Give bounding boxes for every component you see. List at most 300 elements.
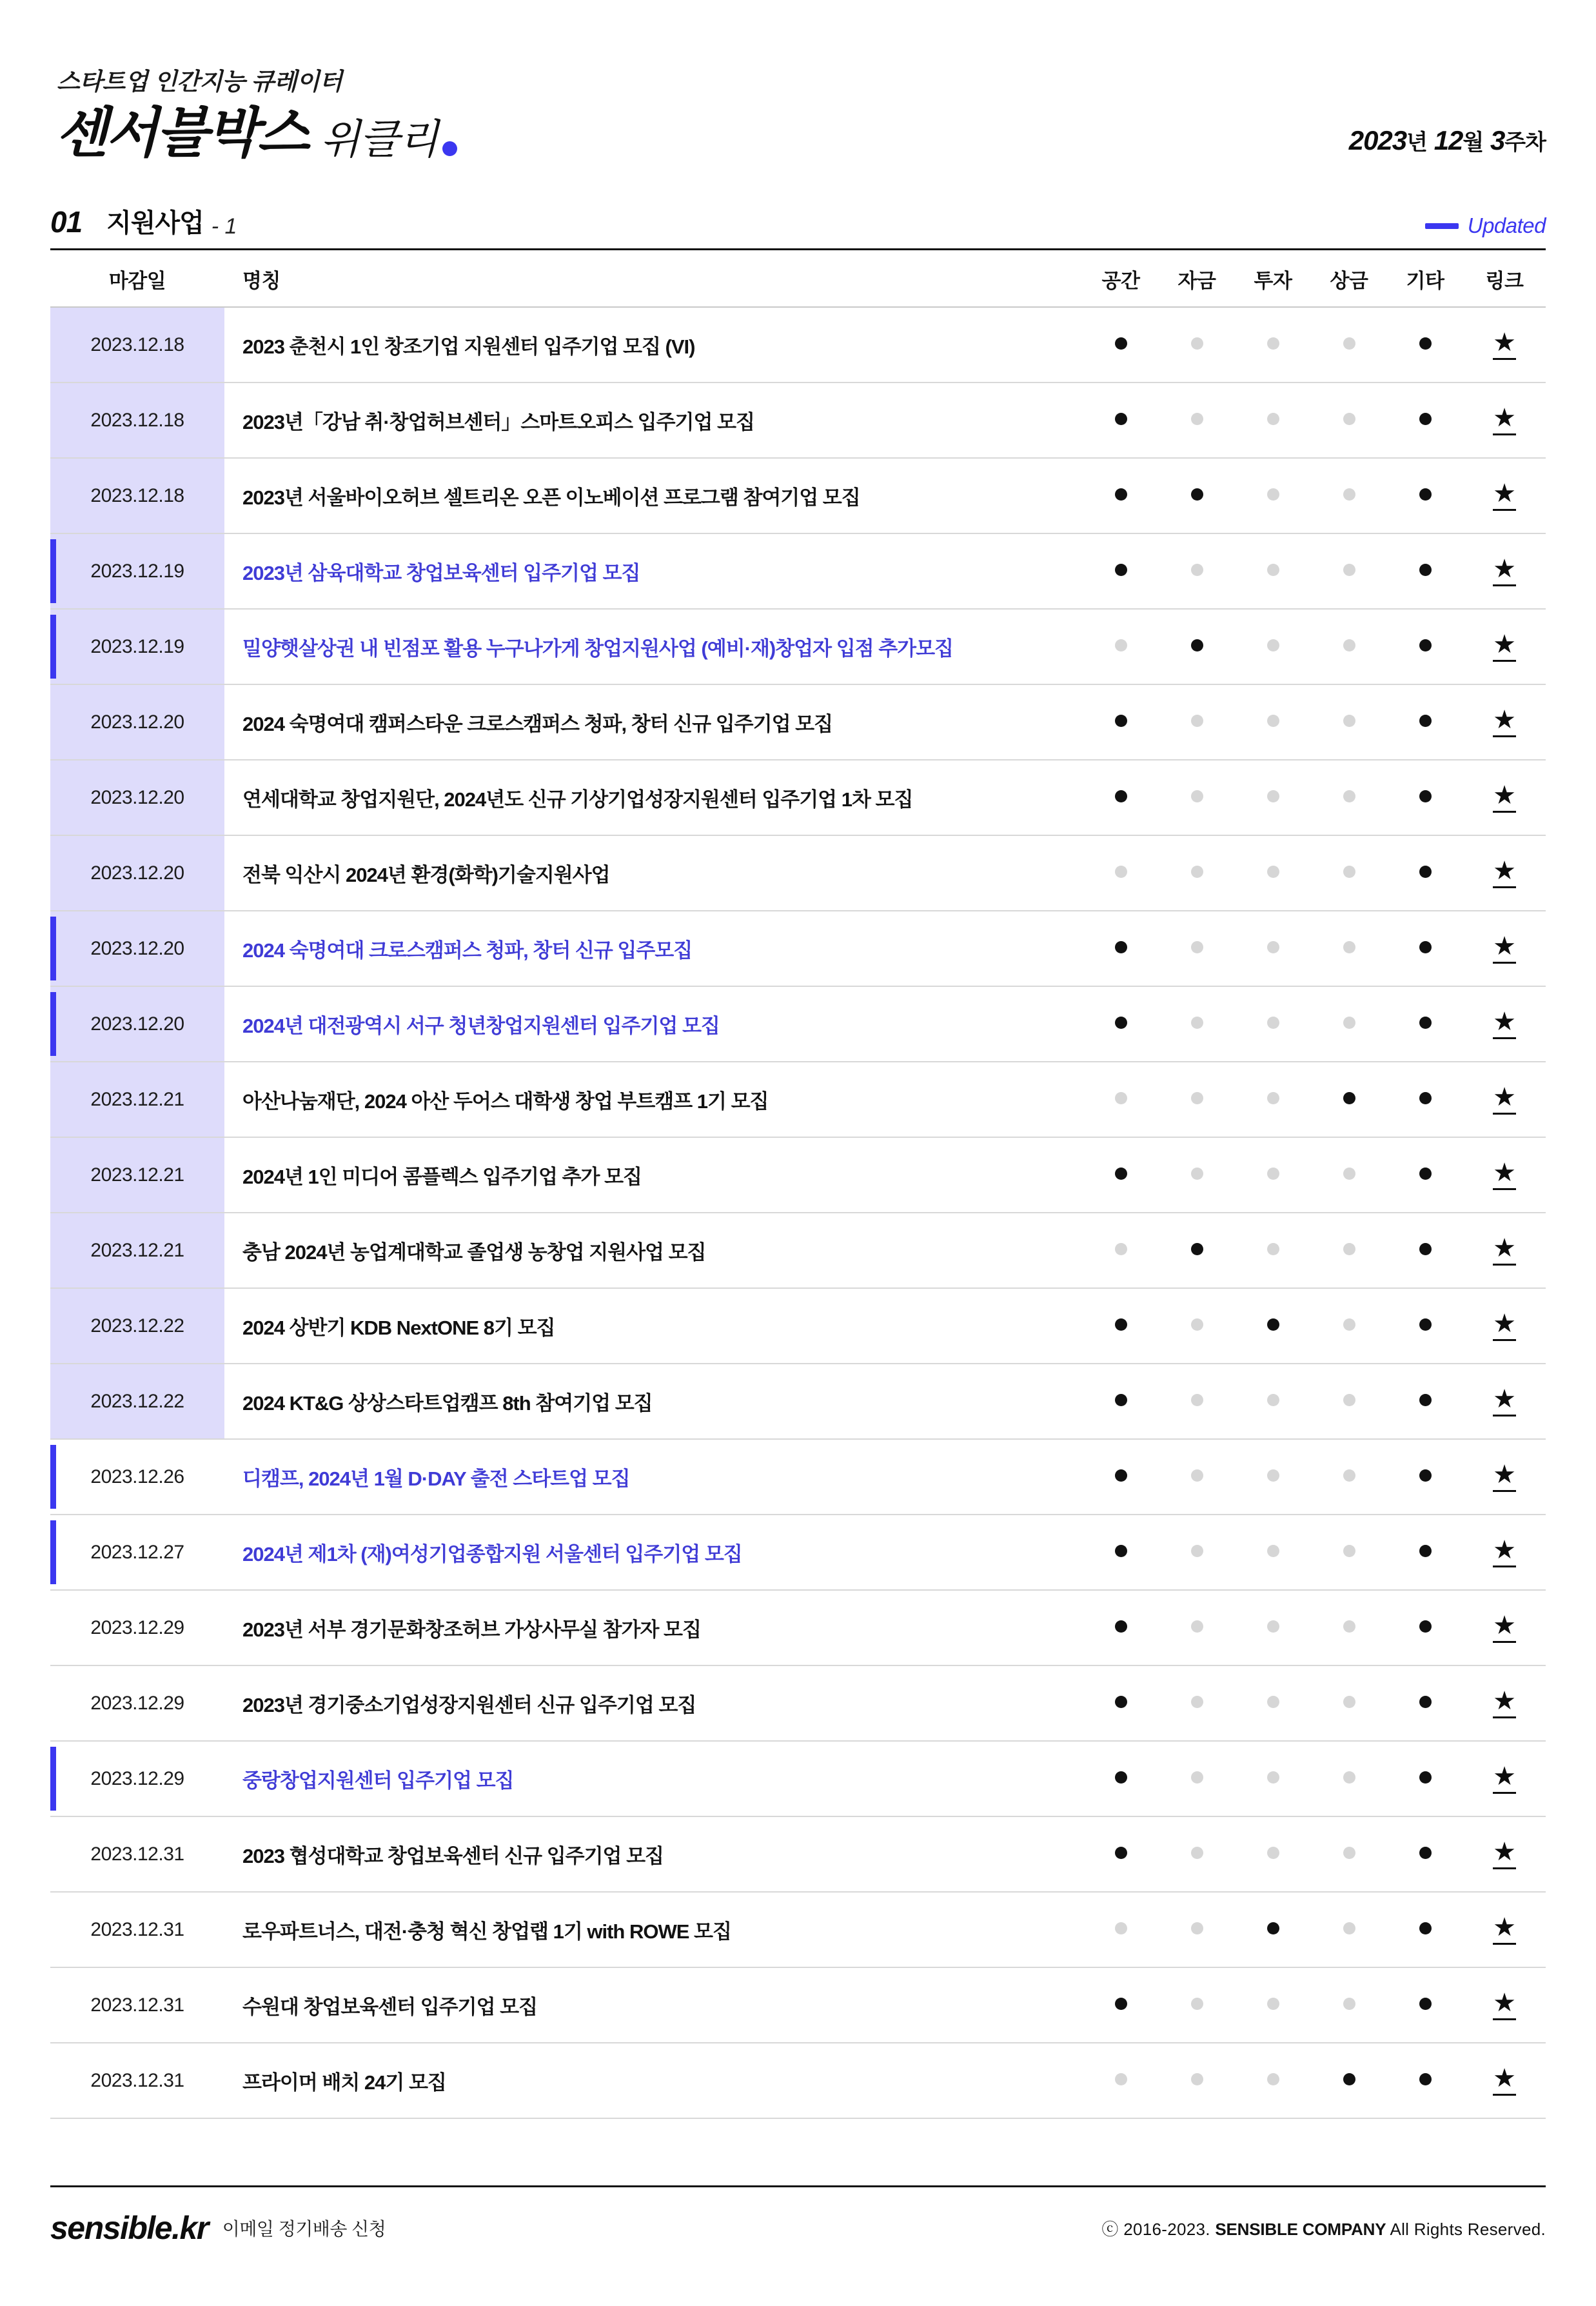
row-flag-etc	[1387, 1816, 1463, 1892]
dot-empty-icon	[1343, 1394, 1355, 1406]
row-link-cell	[1463, 1062, 1546, 1137]
row-flag-space	[1083, 458, 1159, 533]
dot-empty-icon	[1343, 1998, 1355, 2010]
dot-empty-icon	[1343, 413, 1355, 425]
dot-empty-icon	[1267, 1243, 1279, 1255]
row-flag-space	[1083, 1439, 1159, 1515]
table-row	[50, 1364, 1546, 1439]
row-flag-fund	[1159, 684, 1235, 760]
row-flag-etc	[1387, 911, 1463, 986]
dot-filled-icon	[1419, 1017, 1432, 1029]
row-link-cell	[1463, 911, 1546, 986]
column-header-invest: 투자	[1235, 250, 1311, 307]
star-link-icon[interactable]: ★	[1493, 1764, 1516, 1794]
row-flag-fund	[1159, 1967, 1235, 2043]
dot-empty-icon	[1343, 1168, 1355, 1180]
row-flag-invest	[1235, 1515, 1311, 1590]
table-row	[50, 307, 1546, 383]
row-link-cell	[1463, 1439, 1546, 1515]
row-flag-invest	[1235, 1439, 1311, 1515]
row-link-cell	[1463, 1741, 1546, 1816]
dot-filled-icon	[1115, 337, 1127, 350]
row-link-cell	[1463, 1665, 1546, 1741]
updated-bar-icon	[1425, 223, 1459, 229]
row-flag-prize	[1311, 2043, 1387, 2118]
dot-filled-icon	[1115, 1998, 1127, 2010]
row-flag-fund	[1159, 1741, 1235, 1816]
table-row	[50, 1816, 1546, 1892]
table-row	[50, 1288, 1546, 1364]
star-link-icon[interactable]: ★	[1493, 1688, 1516, 1718]
dot-empty-icon	[1267, 866, 1279, 878]
dot-empty-icon	[1343, 941, 1355, 953]
row-flag-fund	[1159, 760, 1235, 835]
row-flag-etc	[1387, 1967, 1463, 2043]
dot-empty-icon	[1115, 866, 1127, 878]
dot-filled-icon	[1419, 941, 1432, 953]
section-number: 01	[50, 205, 83, 239]
row-link-cell	[1463, 1967, 1546, 2043]
row-flag-fund	[1159, 1137, 1235, 1213]
row-flag-prize	[1311, 1062, 1387, 1137]
row-deadline: 2023.12.20	[50, 911, 224, 986]
row-deadline: 2023.12.20	[50, 684, 224, 760]
row-flag-invest	[1235, 533, 1311, 609]
row-link-cell	[1463, 1288, 1546, 1364]
dot-filled-icon	[1419, 1545, 1432, 1557]
row-deadline: 2023.12.31	[50, 2043, 224, 2118]
star-link-icon[interactable]: ★	[1493, 1084, 1516, 1115]
dot-empty-icon	[1191, 1017, 1203, 1029]
row-deadline: 2023.12.21	[50, 1062, 224, 1137]
row-deadline: 2023.12.29	[50, 1741, 224, 1816]
rights-reserved: All Rights Reserved.	[1390, 2219, 1546, 2239]
star-link-icon[interactable]: ★	[1493, 782, 1516, 813]
row-program-name: 2023 춘천시 1인 창조기업 지원센터 입주기업 모집 (VI)	[224, 307, 1083, 383]
row-program-name: 2023년 경기중소기업성장지원센터 신규 입주기업 모집	[224, 1665, 1083, 1741]
dot-filled-icon	[1419, 1243, 1432, 1255]
dot-empty-icon	[1343, 639, 1355, 651]
row-flag-space	[1083, 1967, 1159, 2043]
dot-empty-icon	[1191, 1771, 1203, 1784]
row-flag-space	[1083, 1288, 1159, 1364]
dot-filled-icon	[1343, 1092, 1355, 1104]
row-deadline: 2023.12.18	[50, 383, 224, 458]
row-flag-prize	[1311, 986, 1387, 1062]
table-row	[50, 1515, 1546, 1590]
row-flag-prize	[1311, 684, 1387, 760]
table-row	[50, 1439, 1546, 1515]
row-deadline: 2023.12.20	[50, 986, 224, 1062]
column-header-prize: 상금	[1311, 250, 1387, 307]
row-flag-space	[1083, 911, 1159, 986]
table-body	[50, 307, 1546, 2118]
dot-filled-icon	[1267, 1318, 1279, 1331]
row-flag-invest	[1235, 1665, 1311, 1741]
row-flag-invest	[1235, 986, 1311, 1062]
dot-empty-icon	[1267, 639, 1279, 651]
dot-empty-icon	[1343, 866, 1355, 878]
column-header-space: 공간	[1083, 250, 1159, 307]
row-flag-etc	[1387, 533, 1463, 609]
dot-empty-icon	[1343, 1847, 1355, 1859]
row-flag-invest	[1235, 1213, 1311, 1288]
star-link-icon[interactable]: ★	[1493, 1235, 1516, 1266]
support-program-table	[50, 250, 1546, 2119]
star-link-icon[interactable]: ★	[1493, 631, 1516, 662]
dot-empty-icon	[1267, 1545, 1279, 1557]
row-flag-space	[1083, 1665, 1159, 1741]
row-flag-etc	[1387, 835, 1463, 911]
dot-empty-icon	[1191, 2073, 1203, 2085]
brand-dot-icon	[442, 141, 457, 156]
row-flag-etc	[1387, 1741, 1463, 1816]
table-row	[50, 1137, 1546, 1213]
row-flag-space	[1083, 1816, 1159, 1892]
star-link-icon[interactable]: ★	[1493, 330, 1516, 360]
row-link-cell	[1463, 986, 1546, 1062]
column-header-etc: 기타	[1387, 250, 1463, 307]
row-flag-invest	[1235, 1137, 1311, 1213]
row-link-cell	[1463, 1137, 1546, 1213]
star-link-icon[interactable]: ★	[1493, 707, 1516, 737]
row-deadline: 2023.12.31	[50, 1892, 224, 1967]
dot-filled-icon	[1419, 715, 1432, 727]
row-flag-fund	[1159, 835, 1235, 911]
row-flag-fund	[1159, 1515, 1235, 1590]
row-program-name: 2024 숙명여대 크로스캠퍼스 청파, 창터 신규 입주모집	[224, 911, 1083, 986]
row-program-name: 2023 협성대학교 창업보육센터 신규 입주기업 모집	[224, 1816, 1083, 1892]
row-link-cell	[1463, 533, 1546, 609]
row-flag-prize	[1311, 1590, 1387, 1665]
dot-empty-icon	[1267, 1771, 1279, 1784]
row-flag-prize	[1311, 1741, 1387, 1816]
row-flag-prize	[1311, 911, 1387, 986]
row-program-name: 로우파트너스, 대전·충청 혁신 창업랩 1기 with ROWE 모집	[224, 1892, 1083, 1967]
row-program-name: 연세대학교 창업지원단, 2024년도 신규 기상기업성장지원센터 입주기업 1차 모집	[224, 760, 1083, 835]
row-flag-space	[1083, 1062, 1159, 1137]
row-program-name: 중랑창업지원센터 입주기업 모집	[224, 1741, 1083, 1816]
row-link-cell	[1463, 760, 1546, 835]
star-link-icon[interactable]: ★	[1493, 1990, 1516, 2020]
row-flag-etc	[1387, 1213, 1463, 1288]
table-row	[50, 1665, 1546, 1741]
issue-year: 2023	[1348, 125, 1407, 155]
row-link-cell	[1463, 1816, 1546, 1892]
row-deadline: 2023.12.21	[50, 1213, 224, 1288]
table-row	[50, 1590, 1546, 1665]
dot-empty-icon	[1343, 488, 1355, 501]
footer-copyright	[1101, 2216, 1546, 2240]
row-flag-space	[1083, 2043, 1159, 2118]
row-flag-etc	[1387, 1439, 1463, 1515]
star-link-icon[interactable]: ★	[1493, 2065, 1516, 2096]
dot-filled-icon	[1267, 1922, 1279, 1934]
row-flag-fund	[1159, 383, 1235, 458]
header-kicker: 스타트업 인간지능 큐레이터	[57, 68, 342, 95]
row-flag-space	[1083, 1892, 1159, 1967]
row-link-cell	[1463, 1892, 1546, 1967]
dot-empty-icon	[1343, 337, 1355, 350]
row-deadline: 2023.12.18	[50, 458, 224, 533]
issue-week: 3	[1490, 125, 1505, 155]
dot-filled-icon	[1115, 1017, 1127, 1029]
row-flag-prize	[1311, 383, 1387, 458]
dot-empty-icon	[1267, 1017, 1279, 1029]
row-flag-invest	[1235, 383, 1311, 458]
row-flag-fund	[1159, 1364, 1235, 1439]
page-header	[50, 0, 1546, 163]
row-flag-fund	[1159, 533, 1235, 609]
dot-empty-icon	[1115, 1243, 1127, 1255]
star-link-icon[interactable]: ★	[1493, 1009, 1516, 1039]
row-deadline: 2023.12.29	[50, 1590, 224, 1665]
row-flag-etc	[1387, 307, 1463, 383]
dot-empty-icon	[1191, 1469, 1203, 1482]
row-flag-fund	[1159, 911, 1235, 986]
dot-empty-icon	[1267, 1394, 1279, 1406]
dot-empty-icon	[1191, 337, 1203, 350]
dot-empty-icon	[1115, 1092, 1127, 1104]
column-header-name: 명칭	[224, 250, 1083, 307]
dot-filled-icon	[1419, 1696, 1432, 1708]
row-program-name: 2023년「강남 취·창업허브센터」스마트오피스 입주기업 모집	[224, 383, 1083, 458]
dot-empty-icon	[1191, 1696, 1203, 1708]
dot-empty-icon	[1267, 2073, 1279, 2085]
row-flag-invest	[1235, 1364, 1311, 1439]
star-link-icon[interactable]: ★	[1493, 1914, 1516, 1945]
row-flag-space	[1083, 383, 1159, 458]
dot-filled-icon	[1419, 2073, 1432, 2085]
dot-empty-icon	[1267, 413, 1279, 425]
row-program-name: 2024 KT&G 상상스타트업캠프 8th 참여기업 모집	[224, 1364, 1083, 1439]
row-flag-space	[1083, 835, 1159, 911]
dot-filled-icon	[1115, 564, 1127, 576]
row-flag-fund	[1159, 1892, 1235, 1967]
dot-empty-icon	[1267, 790, 1279, 802]
row-flag-fund	[1159, 1590, 1235, 1665]
dot-empty-icon	[1191, 715, 1203, 727]
row-flag-space	[1083, 1515, 1159, 1590]
row-flag-prize	[1311, 1816, 1387, 1892]
dot-empty-icon	[1343, 1620, 1355, 1633]
dot-empty-icon	[1267, 337, 1279, 350]
updated-badge	[1425, 214, 1546, 238]
table-header-row	[50, 250, 1546, 307]
dot-filled-icon	[1419, 1998, 1432, 2010]
dot-empty-icon	[1343, 715, 1355, 727]
issue-month: 12	[1433, 125, 1463, 155]
star-link-icon[interactable]: ★	[1493, 405, 1516, 435]
company-name: SENSIBLE COMPANY	[1215, 2219, 1386, 2239]
row-link-cell	[1463, 383, 1546, 458]
row-program-name: 수원대 창업보육센터 입주기업 모집	[224, 1967, 1083, 2043]
row-flag-space	[1083, 986, 1159, 1062]
dot-filled-icon	[1419, 1922, 1432, 1934]
brand-subname: 위클리	[320, 116, 438, 163]
row-flag-prize	[1311, 533, 1387, 609]
row-flag-prize	[1311, 1967, 1387, 2043]
row-deadline: 2023.12.31	[50, 1967, 224, 2043]
dot-filled-icon	[1419, 564, 1432, 576]
dot-empty-icon	[1191, 564, 1203, 576]
dot-empty-icon	[1343, 1922, 1355, 1934]
row-deadline: 2023.12.31	[50, 1816, 224, 1892]
row-program-name: 전북 익산시 2024년 환경(화학)기술지원사업	[224, 835, 1083, 911]
row-deadline: 2023.12.20	[50, 835, 224, 911]
row-flag-fund	[1159, 609, 1235, 684]
row-flag-etc	[1387, 1364, 1463, 1439]
row-deadline: 2023.12.19	[50, 609, 224, 684]
row-flag-prize	[1311, 1892, 1387, 1967]
dot-filled-icon	[1115, 941, 1127, 953]
row-flag-invest	[1235, 458, 1311, 533]
table-row	[50, 760, 1546, 835]
row-flag-invest	[1235, 1892, 1311, 1967]
dot-empty-icon	[1343, 1696, 1355, 1708]
row-flag-invest	[1235, 2043, 1311, 2118]
row-program-name: 밀양햇살상권 내 빈점포 활용 누구나가게 창업지원사업 (예비·재)창업자 입점 추가모집	[224, 609, 1083, 684]
row-program-name: 2024 상반기 KDB NextONE 8기 모집	[224, 1288, 1083, 1364]
updated-label: Updated	[1467, 214, 1546, 237]
star-link-icon[interactable]: ★	[1493, 556, 1516, 586]
row-program-name: 프라이머 배치 24기 모집	[224, 2043, 1083, 2118]
table-row	[50, 1967, 1546, 2043]
row-flag-invest	[1235, 835, 1311, 911]
row-link-cell	[1463, 2043, 1546, 2118]
row-flag-fund	[1159, 1665, 1235, 1741]
table-row	[50, 533, 1546, 609]
dot-filled-icon	[1115, 715, 1127, 727]
row-flag-invest	[1235, 307, 1311, 383]
row-flag-fund	[1159, 458, 1235, 533]
row-flag-prize	[1311, 609, 1387, 684]
row-flag-prize	[1311, 1364, 1387, 1439]
dot-empty-icon	[1115, 2073, 1127, 2085]
dot-empty-icon	[1191, 866, 1203, 878]
row-deadline: 2023.12.21	[50, 1137, 224, 1213]
dot-empty-icon	[1267, 1168, 1279, 1180]
row-program-name: 2023년 서울바이오허브 셀트리온 오픈 이노베이션 프로그램 참여기업 모집	[224, 458, 1083, 533]
row-flag-etc	[1387, 1590, 1463, 1665]
star-link-icon[interactable]: ★	[1493, 858, 1516, 888]
row-program-name: 충남 2024년 농업계대학교 졸업생 농창업 지원사업 모집	[224, 1213, 1083, 1288]
brand-name: 센서블박스	[55, 103, 308, 163]
row-link-cell	[1463, 1590, 1546, 1665]
row-deadline: 2023.12.29	[50, 1665, 224, 1741]
row-deadline: 2023.12.22	[50, 1288, 224, 1364]
table-row	[50, 1213, 1546, 1288]
star-link-icon[interactable]: ★	[1493, 1613, 1516, 1643]
dot-empty-icon	[1267, 1847, 1279, 1859]
row-flag-fund	[1159, 1439, 1235, 1515]
row-flag-prize	[1311, 1137, 1387, 1213]
dot-filled-icon	[1115, 1168, 1127, 1180]
row-program-name: 2023년 서부 경기문화창조허브 가상사무실 참가자 모집	[224, 1590, 1083, 1665]
dot-empty-icon	[1267, 1696, 1279, 1708]
dot-empty-icon	[1343, 1469, 1355, 1482]
row-flag-prize	[1311, 760, 1387, 835]
row-program-name: 2024 숙명여대 캠퍼스타운 크로스캠퍼스 청파, 창터 신규 입주기업 모집	[224, 684, 1083, 760]
section-subtitle: - 1	[211, 214, 237, 239]
dot-empty-icon	[1191, 1922, 1203, 1934]
row-flag-invest	[1235, 1741, 1311, 1816]
table-row	[50, 1062, 1546, 1137]
row-deadline: 2023.12.19	[50, 533, 224, 609]
dot-filled-icon	[1115, 488, 1127, 501]
row-flag-invest	[1235, 1062, 1311, 1137]
row-flag-invest	[1235, 609, 1311, 684]
dot-filled-icon	[1115, 1620, 1127, 1633]
issue-date	[1349, 124, 1546, 156]
row-flag-space	[1083, 609, 1159, 684]
star-link-icon[interactable]: ★	[1493, 1160, 1516, 1190]
row-flag-invest	[1235, 1288, 1311, 1364]
row-link-cell	[1463, 1213, 1546, 1288]
table-row	[50, 383, 1546, 458]
dot-filled-icon	[1419, 639, 1432, 651]
row-flag-space	[1083, 533, 1159, 609]
row-link-cell	[1463, 1515, 1546, 1590]
row-program-name: 2024년 대전광역시 서구 청년창업지원센터 입주기업 모집	[224, 986, 1083, 1062]
row-deadline: 2023.12.22	[50, 1364, 224, 1439]
footer-subscribe-link[interactable]: 이메일 정기배송 신청	[222, 2219, 386, 2239]
row-flag-etc	[1387, 1892, 1463, 1967]
table-row	[50, 684, 1546, 760]
star-link-icon[interactable]: ★	[1493, 1839, 1516, 1869]
star-link-icon[interactable]: ★	[1493, 1462, 1516, 1492]
row-flag-etc	[1387, 458, 1463, 533]
dot-filled-icon	[1419, 1168, 1432, 1180]
column-header-link: 링크	[1463, 250, 1546, 307]
dot-filled-icon	[1419, 1847, 1432, 1859]
star-link-icon[interactable]: ★	[1493, 1311, 1516, 1341]
row-flag-prize	[1311, 1439, 1387, 1515]
dot-empty-icon	[1343, 1771, 1355, 1784]
dot-filled-icon	[1191, 488, 1203, 501]
dot-empty-icon	[1191, 1545, 1203, 1557]
table-header	[50, 250, 1546, 307]
dot-filled-icon	[1115, 1545, 1127, 1557]
row-flag-fund	[1159, 1816, 1235, 1892]
row-link-cell	[1463, 609, 1546, 684]
dot-empty-icon	[1267, 488, 1279, 501]
dot-empty-icon	[1191, 1092, 1203, 1104]
footer-brand: sensible.kr	[50, 2210, 208, 2246]
section-header	[50, 203, 1546, 250]
row-flag-space	[1083, 684, 1159, 760]
dot-empty-icon	[1343, 1318, 1355, 1331]
row-flag-fund	[1159, 986, 1235, 1062]
star-link-icon[interactable]: ★	[1493, 1386, 1516, 1416]
section-title: 지원사업	[106, 209, 204, 237]
star-link-icon[interactable]: ★	[1493, 481, 1516, 511]
dot-empty-icon	[1267, 564, 1279, 576]
row-flag-fund	[1159, 307, 1235, 383]
row-program-name: 디캠프, 2024년 1월 D·DAY 출전 스타트업 모집	[224, 1439, 1083, 1515]
star-link-icon[interactable]: ★	[1493, 1537, 1516, 1567]
dot-filled-icon	[1115, 790, 1127, 802]
row-program-name: 아산나눔재단, 2024 아산 두어스 대학생 창업 부트캠프 1기 모집	[224, 1062, 1083, 1137]
dot-empty-icon	[1191, 1394, 1203, 1406]
row-flag-invest	[1235, 1590, 1311, 1665]
row-flag-prize	[1311, 1213, 1387, 1288]
row-flag-space	[1083, 1590, 1159, 1665]
dot-empty-icon	[1115, 639, 1127, 651]
dot-filled-icon	[1419, 790, 1432, 802]
star-link-icon[interactable]: ★	[1493, 933, 1516, 964]
row-flag-invest	[1235, 1816, 1311, 1892]
